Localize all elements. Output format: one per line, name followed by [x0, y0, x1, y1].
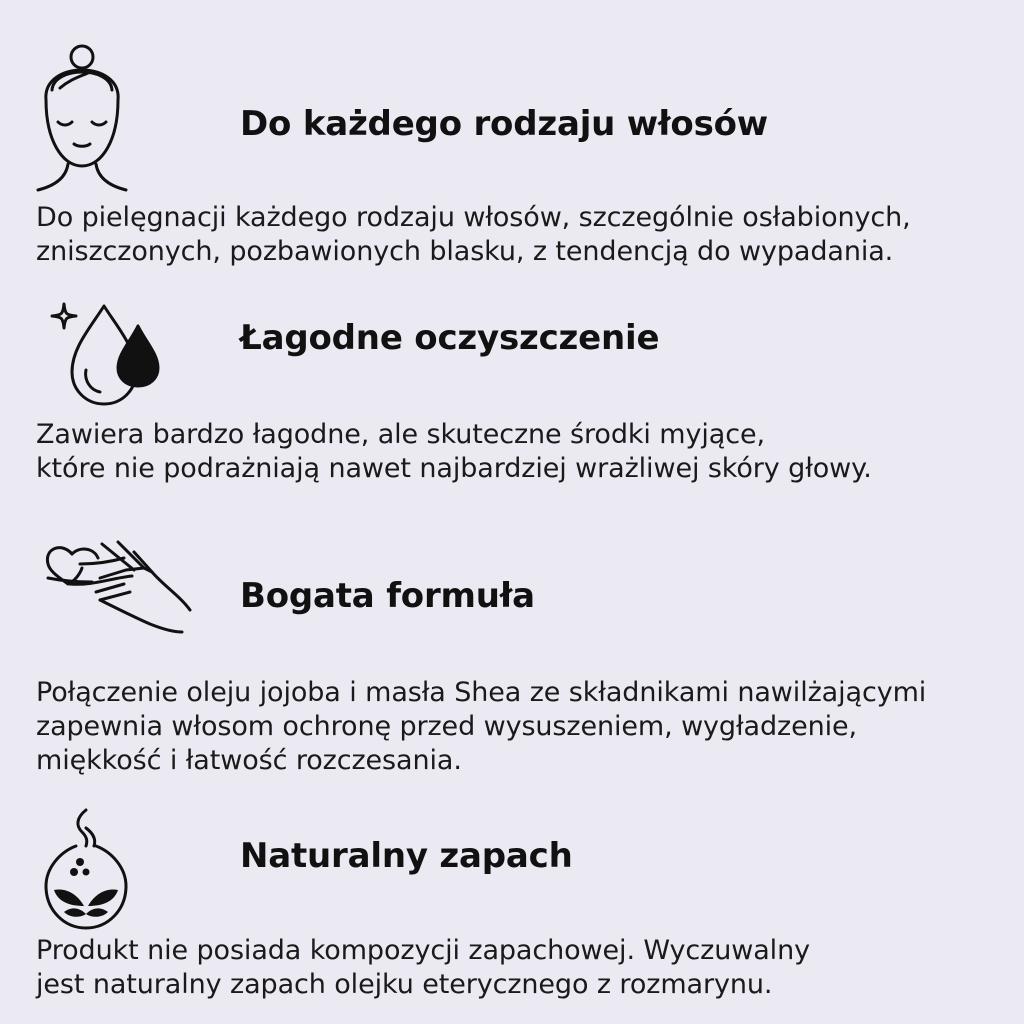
- drops-sparkle-icon: [46, 298, 162, 410]
- hand-heart-icon: [40, 538, 196, 642]
- section-1-line-1: Do pielęgnacji każdego rodzaju włosów, szczególnie osłabionych,: [36, 202, 911, 233]
- section-2-description: [36, 418, 872, 486]
- section-3-line-1: Połączenie oleju jojoba i masła Shea ze składnikami nawilżającymi: [36, 677, 927, 708]
- section-4-title: Naturalny zapach: [240, 836, 573, 876]
- section-3-line-2: zapewnia włosom ochronę przed wysuszeniem, wygładzenie,: [36, 711, 858, 742]
- section-4-line-2: jest naturalny zapach olejku eterycznego z rozmarynu.: [36, 969, 773, 1000]
- section-2-line-2: które nie podrażniają nawet najbardziej wrażliwej skóry głowy.: [36, 453, 872, 484]
- section-4-description: [36, 934, 810, 1002]
- section-4-line-1: Produkt nie posiada kompozycji zapachowej. Wyczuwalny: [36, 935, 810, 966]
- face-icon: [32, 40, 132, 196]
- section-2-title: Łagodne oczyszczenie: [240, 318, 660, 358]
- section-3-description: [36, 676, 926, 778]
- section-1-title: Do każdego rodzaju włosów: [240, 104, 768, 144]
- section-1-description: [36, 201, 911, 269]
- section-3-title: Bogata formuła: [240, 576, 535, 616]
- section-1-line-2: zniszczonych, pozbawionych blasku, z tendencją do wypadania.: [36, 236, 894, 267]
- section-3-line-3: miękkość i łatwość rozczesania.: [36, 745, 462, 776]
- section-2-line-1: Zawiera bardzo łagodne, ale skuteczne środki myjące,: [36, 419, 765, 450]
- natural-scent-icon: [36, 806, 138, 932]
